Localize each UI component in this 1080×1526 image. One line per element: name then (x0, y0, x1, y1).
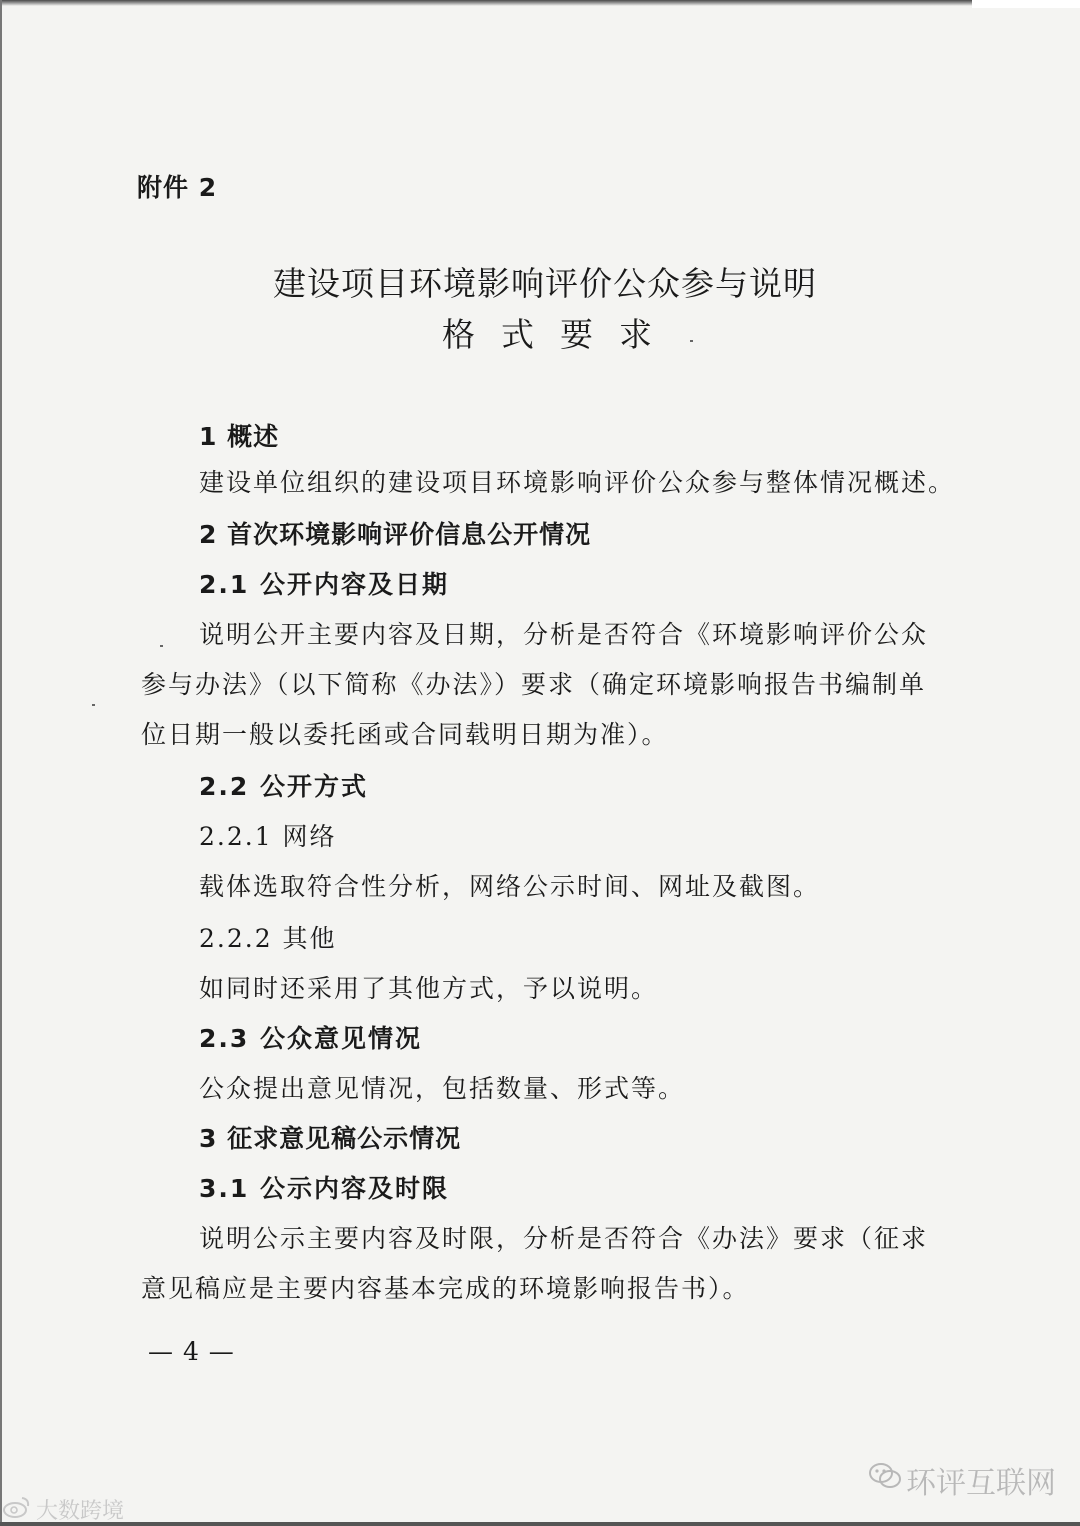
watermark-left (2, 1494, 124, 1525)
scan-edge-bottom (0, 1522, 1080, 1526)
scan-speck (160, 645, 163, 647)
section-heading-2: 2 首次环境影响评价信息公开情况 (199, 520, 592, 549)
subsection-heading-2-3: 2.3 公众意见情况 (199, 1024, 422, 1053)
scan-corner (972, 0, 1080, 8)
section-heading-3: 3 征求意见稿公示情况 (199, 1124, 462, 1153)
wechat-icon (868, 1461, 902, 1499)
paragraph: 载体选取符合性分析，网络公示时间、网址及截图。 (199, 872, 821, 901)
watermark-left-text: 大数跨境 (36, 1499, 125, 1524)
paragraph: 位日期一般以委托函或合同载明日期为准）。 (141, 720, 669, 749)
subsection-heading-3-1: 3.1 公示内容及时限 (199, 1174, 449, 1203)
subsection-heading-2-2: 2.2 公开方式 (199, 772, 368, 801)
scan-edge-top (0, 0, 1080, 6)
page-number: — 4 — (148, 1337, 235, 1366)
paragraph: 建设单位组织的建设项目环境影响评价公众参与整体情况概述。 (199, 468, 956, 497)
subsubsection-heading-2-2-2: 2.2.2 其他 (199, 924, 337, 953)
paragraph: 公众提出意见情况，包括数量、形式等。 (199, 1074, 686, 1103)
paragraph: 意见稿应是主要内容基本完成的环境影响报告书）。 (141, 1274, 750, 1303)
document-title: 建设项目环境影响评价公众参与说明 (273, 264, 817, 303)
annex-label: 附件 2 (137, 173, 218, 202)
subsubsection-heading-2-2-1: 2.2.1 网络 (199, 822, 337, 851)
weibo-icon (2, 1495, 32, 1525)
paragraph: 说明公开主要内容及日期，分析是否符合《环境影响评价公众 (199, 620, 929, 649)
document-subtitle: 格式要求 (442, 315, 678, 354)
subsection-heading-2-1: 2.1 公开内容及日期 (199, 570, 449, 599)
watermark-right (868, 1458, 1056, 1502)
scan-edge-left (0, 0, 2, 1526)
watermark-right-text: 环评互联网 (906, 1466, 1056, 1501)
scan-speck (92, 704, 95, 706)
paragraph: 说明公示主要内容及时限，分析是否符合《办法》要求（征求 (199, 1224, 929, 1253)
paragraph: 参与办法》（以下简称《办法》）要求（确定环境影响报告书编制单 (141, 670, 927, 699)
paragraph: 如同时还采用了其他方式，予以说明。 (199, 974, 659, 1003)
section-heading-1: 1 概述 (199, 422, 280, 451)
